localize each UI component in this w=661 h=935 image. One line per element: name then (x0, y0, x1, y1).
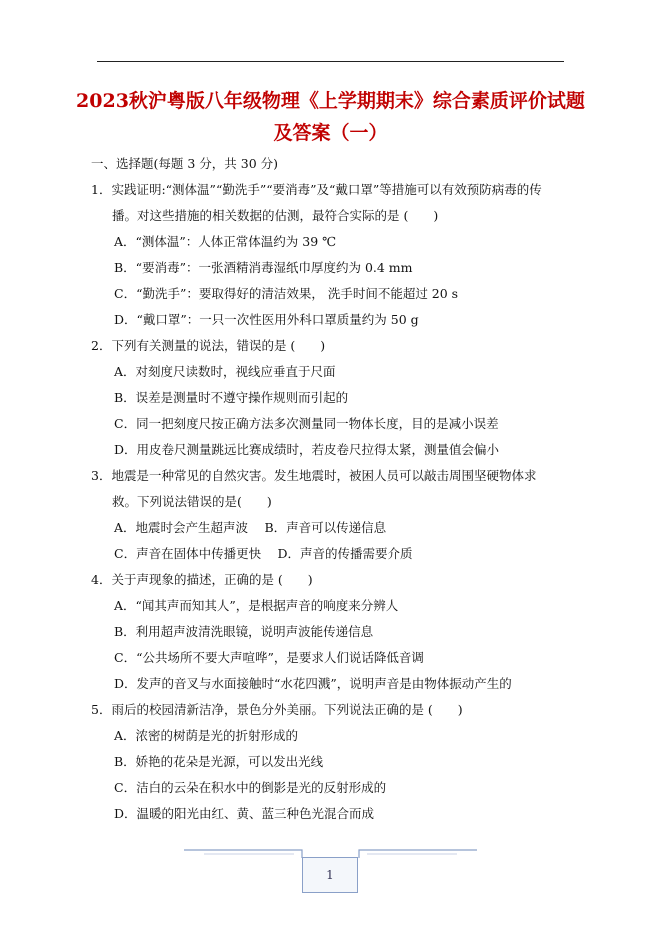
question-4-option-a: A．“闻其声而知其人”，是根据声音的响度来分辨人 (114, 598, 399, 613)
question-5-option-c: C．洁白的云朵在积水中的倒影是光的反射形成的 (114, 780, 387, 795)
question-3-options-cd: C．声音在固体中传播更快 D．声音的传播需要介质 (114, 546, 413, 561)
question-2-stem: 2．下列有关测量的说法，错误的是 ( ) (91, 338, 326, 353)
document-title-line-1: 2023秋沪粤版八年级物理《上学期期末》综合素质评价试题 (76, 90, 585, 112)
document-title-line-2: 及答案（一） (273, 122, 388, 144)
question-3-options-ab: A．地震时会产生超声波 B．声音可以传递信息 (114, 520, 387, 535)
section-heading: 一、选择题(每题 3 分，共 30 分) (91, 156, 279, 171)
question-4-option-d: D．发声的音叉与水面接触时“水花四溅”，说明声音是由物体振动产生的 (114, 676, 512, 691)
question-5-option-d: D．温暖的阳光由红、黄、蓝三种色光混合而成 (114, 806, 375, 821)
question-1-stem-cont: 播。对这些措施的相关数据的估测，最符合实际的是 ( ) (112, 208, 439, 223)
question-2-option-c: C．同一把刻度尺按正确方法多次测量同一物体长度，目的是减小误差 (114, 416, 499, 431)
question-4-stem: 4．关于声现象的描述，正确的是 ( ) (91, 572, 313, 587)
question-3-stem: 3．地震是一种常见的自然灾害。发生地震时，被困人员可以敲击周围坚硬物体求 (91, 468, 537, 483)
question-5-stem: 5．雨后的校园清新洁净，景色分外美丽。下列说法正确的是 ( ) (91, 702, 463, 717)
question-2-option-d: D．用皮卷尺测量跳远比赛成绩时，若皮卷尺拉得太紧，测量值会偏小 (114, 442, 500, 457)
question-1-option-a: A．“测体温”：人体正常体温约为 39 ℃ (114, 234, 337, 249)
page-number-box (302, 857, 358, 893)
question-1-option-b: B．“要消毒”：一张酒精消毒湿纸巾厚度约为 0.4 mm (114, 260, 413, 275)
question-5-option-b: B．娇艳的花朵是光源，可以发出光线 (114, 754, 324, 769)
question-5-option-a: A．浓密的树荫是光的折射形成的 (114, 728, 299, 743)
question-2-option-b: B．误差是测量时不遵守操作规则而引起的 (114, 390, 349, 405)
question-4-option-c: C．“公共场所不要大声喧哗”，是要求人们说话降低音调 (114, 650, 424, 665)
question-1-option-d: D．“戴口罩”：一只一次性医用外科口罩质量约为 50 g (114, 312, 419, 327)
page-ribbon-right-ornament (357, 848, 477, 858)
question-1-stem: 1．实践证明:“测体温”“勤洗手”“要消毒”及“戴口罩”等措施可以有效预防病毒的传 (91, 182, 542, 197)
page-number: 1 (326, 868, 334, 882)
question-1-option-c: C．“勤洗手”：要取得好的清洁效果， 洗手时间不能超过 20 s (114, 286, 459, 301)
question-4-option-b: B．利用超声波清洗眼镜，说明声波能传递信息 (114, 624, 374, 639)
header-rule (97, 61, 564, 62)
page-ribbon-left-ornament (184, 848, 304, 858)
question-2-option-a: A．对刻度尺读数时，视线应垂直于尺面 (114, 364, 336, 379)
question-3-stem-cont: 救。下列说法错误的是( ) (112, 494, 272, 509)
